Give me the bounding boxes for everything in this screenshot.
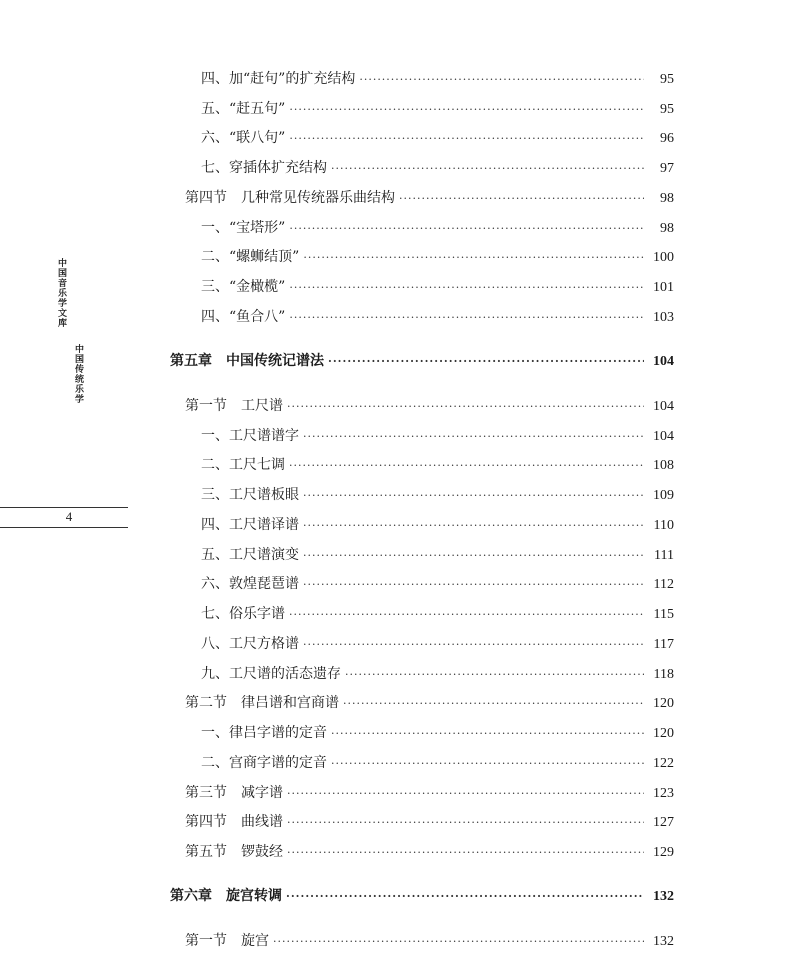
toc-entry (185, 187, 674, 207)
leader-dots (328, 355, 644, 368)
toc-entry-page: 100 (653, 250, 674, 265)
leader-dots (289, 132, 644, 145)
toc-entry (201, 722, 674, 742)
toc-entry-label: 八、工尺方格谱 (201, 636, 299, 652)
toc-entry-page: 111 (654, 548, 674, 563)
toc-entry-page: 117 (653, 637, 674, 652)
toc-entry-label: 第四节 几种常见传统器乐曲结构 (185, 190, 395, 206)
toc-entry-page: 101 (653, 280, 674, 295)
toc-entry-page: 127 (653, 815, 674, 830)
toc-entry-label: 一、律吕字谱的定音 (201, 725, 327, 741)
toc-entry (185, 841, 674, 861)
toc-entry-page: 123 (653, 786, 674, 801)
leader-dots (331, 162, 644, 175)
toc-entry-label: 第三节 减字谱 (185, 785, 283, 801)
leader-dots (303, 489, 644, 502)
leader-dots (289, 281, 644, 294)
toc-entry-label: 一、工尺谱谱字 (201, 428, 299, 444)
toc-entry-label: 第四节 曲线谱 (185, 814, 283, 830)
leader-dots (303, 638, 644, 651)
toc-entry-page: 104 (653, 354, 674, 369)
toc-entry (201, 157, 674, 177)
toc-entry-label: 四、加“赶句”的扩充结构 (201, 71, 356, 87)
toc-entry (185, 930, 674, 950)
toc-entry-label: 六、“联八句” (201, 130, 286, 146)
toc-entry-page: 98 (660, 221, 674, 236)
leader-dots (303, 578, 644, 591)
leader-dots (303, 430, 644, 443)
toc-entry (201, 98, 674, 118)
leader-dots (331, 727, 644, 740)
leader-dots (303, 549, 644, 562)
leader-dots (289, 459, 644, 472)
leader-dots (331, 757, 644, 770)
toc-entry (201, 663, 674, 683)
toc-entry-label: 五、“赶五句” (201, 101, 286, 117)
toc-entry-label: 二、宫商字谱的定音 (201, 755, 327, 771)
toc-entry-page: 120 (653, 696, 674, 711)
toc-entry-label: 第二节 律吕谱和宫商谱 (185, 695, 339, 711)
toc-entry (201, 573, 674, 593)
toc-entry-page: 95 (660, 102, 674, 117)
toc-entry (201, 68, 674, 88)
leader-dots (359, 73, 644, 86)
toc-chapter-entry (170, 885, 674, 905)
toc-entry (201, 633, 674, 653)
series-title: 中国音乐学文库 (56, 258, 66, 328)
toc-entry-page: 97 (660, 161, 674, 176)
toc-entry (201, 425, 674, 445)
toc-entry-page: 132 (653, 889, 674, 904)
toc-entry-page: 98 (660, 191, 674, 206)
leader-dots (343, 697, 644, 710)
toc-entry-label: 九、工尺谱的活态遗存 (201, 666, 341, 682)
page-number: 4 (65, 509, 73, 524)
toc-entry-label: 第五节 锣鼓经 (185, 844, 283, 860)
toc-entry (201, 544, 674, 564)
toc-entry (201, 454, 674, 474)
toc-entry-label: 第一节 工尺谱 (185, 398, 283, 414)
toc-entry-page: 108 (653, 458, 674, 473)
toc-entry-page: 95 (660, 72, 674, 87)
leader-dots (287, 787, 644, 800)
toc-entry-label: 第一节 旋宫 (185, 933, 269, 949)
toc-entry-label: 六、敦煌琵琶谱 (201, 576, 299, 592)
toc-entry-label: 二、工尺七调 (201, 457, 285, 473)
leader-dots (289, 222, 644, 235)
toc-entry-label: 三、“金橄榄” (201, 279, 286, 295)
toc-entry (201, 246, 674, 266)
toc-entry-label: 二、“螺蛳结顶” (201, 249, 300, 265)
toc-entry-page: 122 (653, 756, 674, 771)
toc-entry-page: 104 (653, 399, 674, 414)
toc-entry-label: 七、穿插体扩充结构 (201, 160, 327, 176)
toc-entry-label: 四、工尺谱译谱 (201, 517, 299, 533)
toc-entry-page: 115 (653, 607, 674, 622)
toc-entry-page: 104 (653, 429, 674, 444)
toc-entry (185, 811, 674, 831)
leader-dots (273, 935, 644, 948)
toc-entry-page: 132 (653, 934, 674, 949)
toc-entry-page: 110 (653, 518, 674, 533)
leader-dots (286, 890, 644, 903)
leader-dots (303, 251, 644, 264)
leader-dots (345, 668, 644, 681)
book-title: 中国传统乐学 (73, 344, 83, 404)
toc-entry (201, 484, 674, 504)
leader-dots (287, 816, 644, 829)
toc-entry-page: 103 (653, 310, 674, 325)
leader-dots (303, 519, 644, 532)
toc-entry (185, 692, 674, 712)
toc-entry-page: 120 (653, 726, 674, 741)
toc-entry-label: 四、“鱼合八” (201, 309, 286, 325)
leader-dots (287, 400, 644, 413)
toc-entry-label: 第五章 中国传统记谱法 (170, 353, 324, 369)
leader-dots (399, 192, 644, 205)
toc-entry (185, 782, 674, 802)
leader-dots (289, 608, 644, 621)
toc-entry (201, 217, 674, 237)
leader-dots (289, 311, 644, 324)
toc-entry-label: 第六章 旋宫转调 (170, 888, 282, 904)
toc-entry (201, 752, 674, 772)
toc-entry (201, 127, 674, 147)
toc-entry-label: 五、工尺谱演变 (201, 547, 299, 563)
toc-entry (201, 514, 674, 534)
toc-entry-label: 七、俗乐字谱 (201, 606, 285, 622)
toc-entry-page: 129 (653, 845, 674, 860)
toc-entry (201, 306, 674, 326)
leader-dots (289, 103, 644, 116)
leader-dots (287, 846, 644, 859)
toc-entry-page: 109 (653, 488, 674, 503)
toc-entry (201, 603, 674, 623)
toc-entry-label: 一、“宝塔形” (201, 220, 286, 236)
toc-entry (201, 276, 674, 296)
toc-entry-page: 96 (660, 131, 674, 146)
toc-entry-label: 三、工尺谱板眼 (201, 487, 299, 503)
toc-entry-page: 118 (653, 667, 674, 682)
toc-entry (185, 395, 674, 415)
toc-entry-page: 112 (653, 577, 674, 592)
toc-chapter-entry (170, 350, 674, 370)
